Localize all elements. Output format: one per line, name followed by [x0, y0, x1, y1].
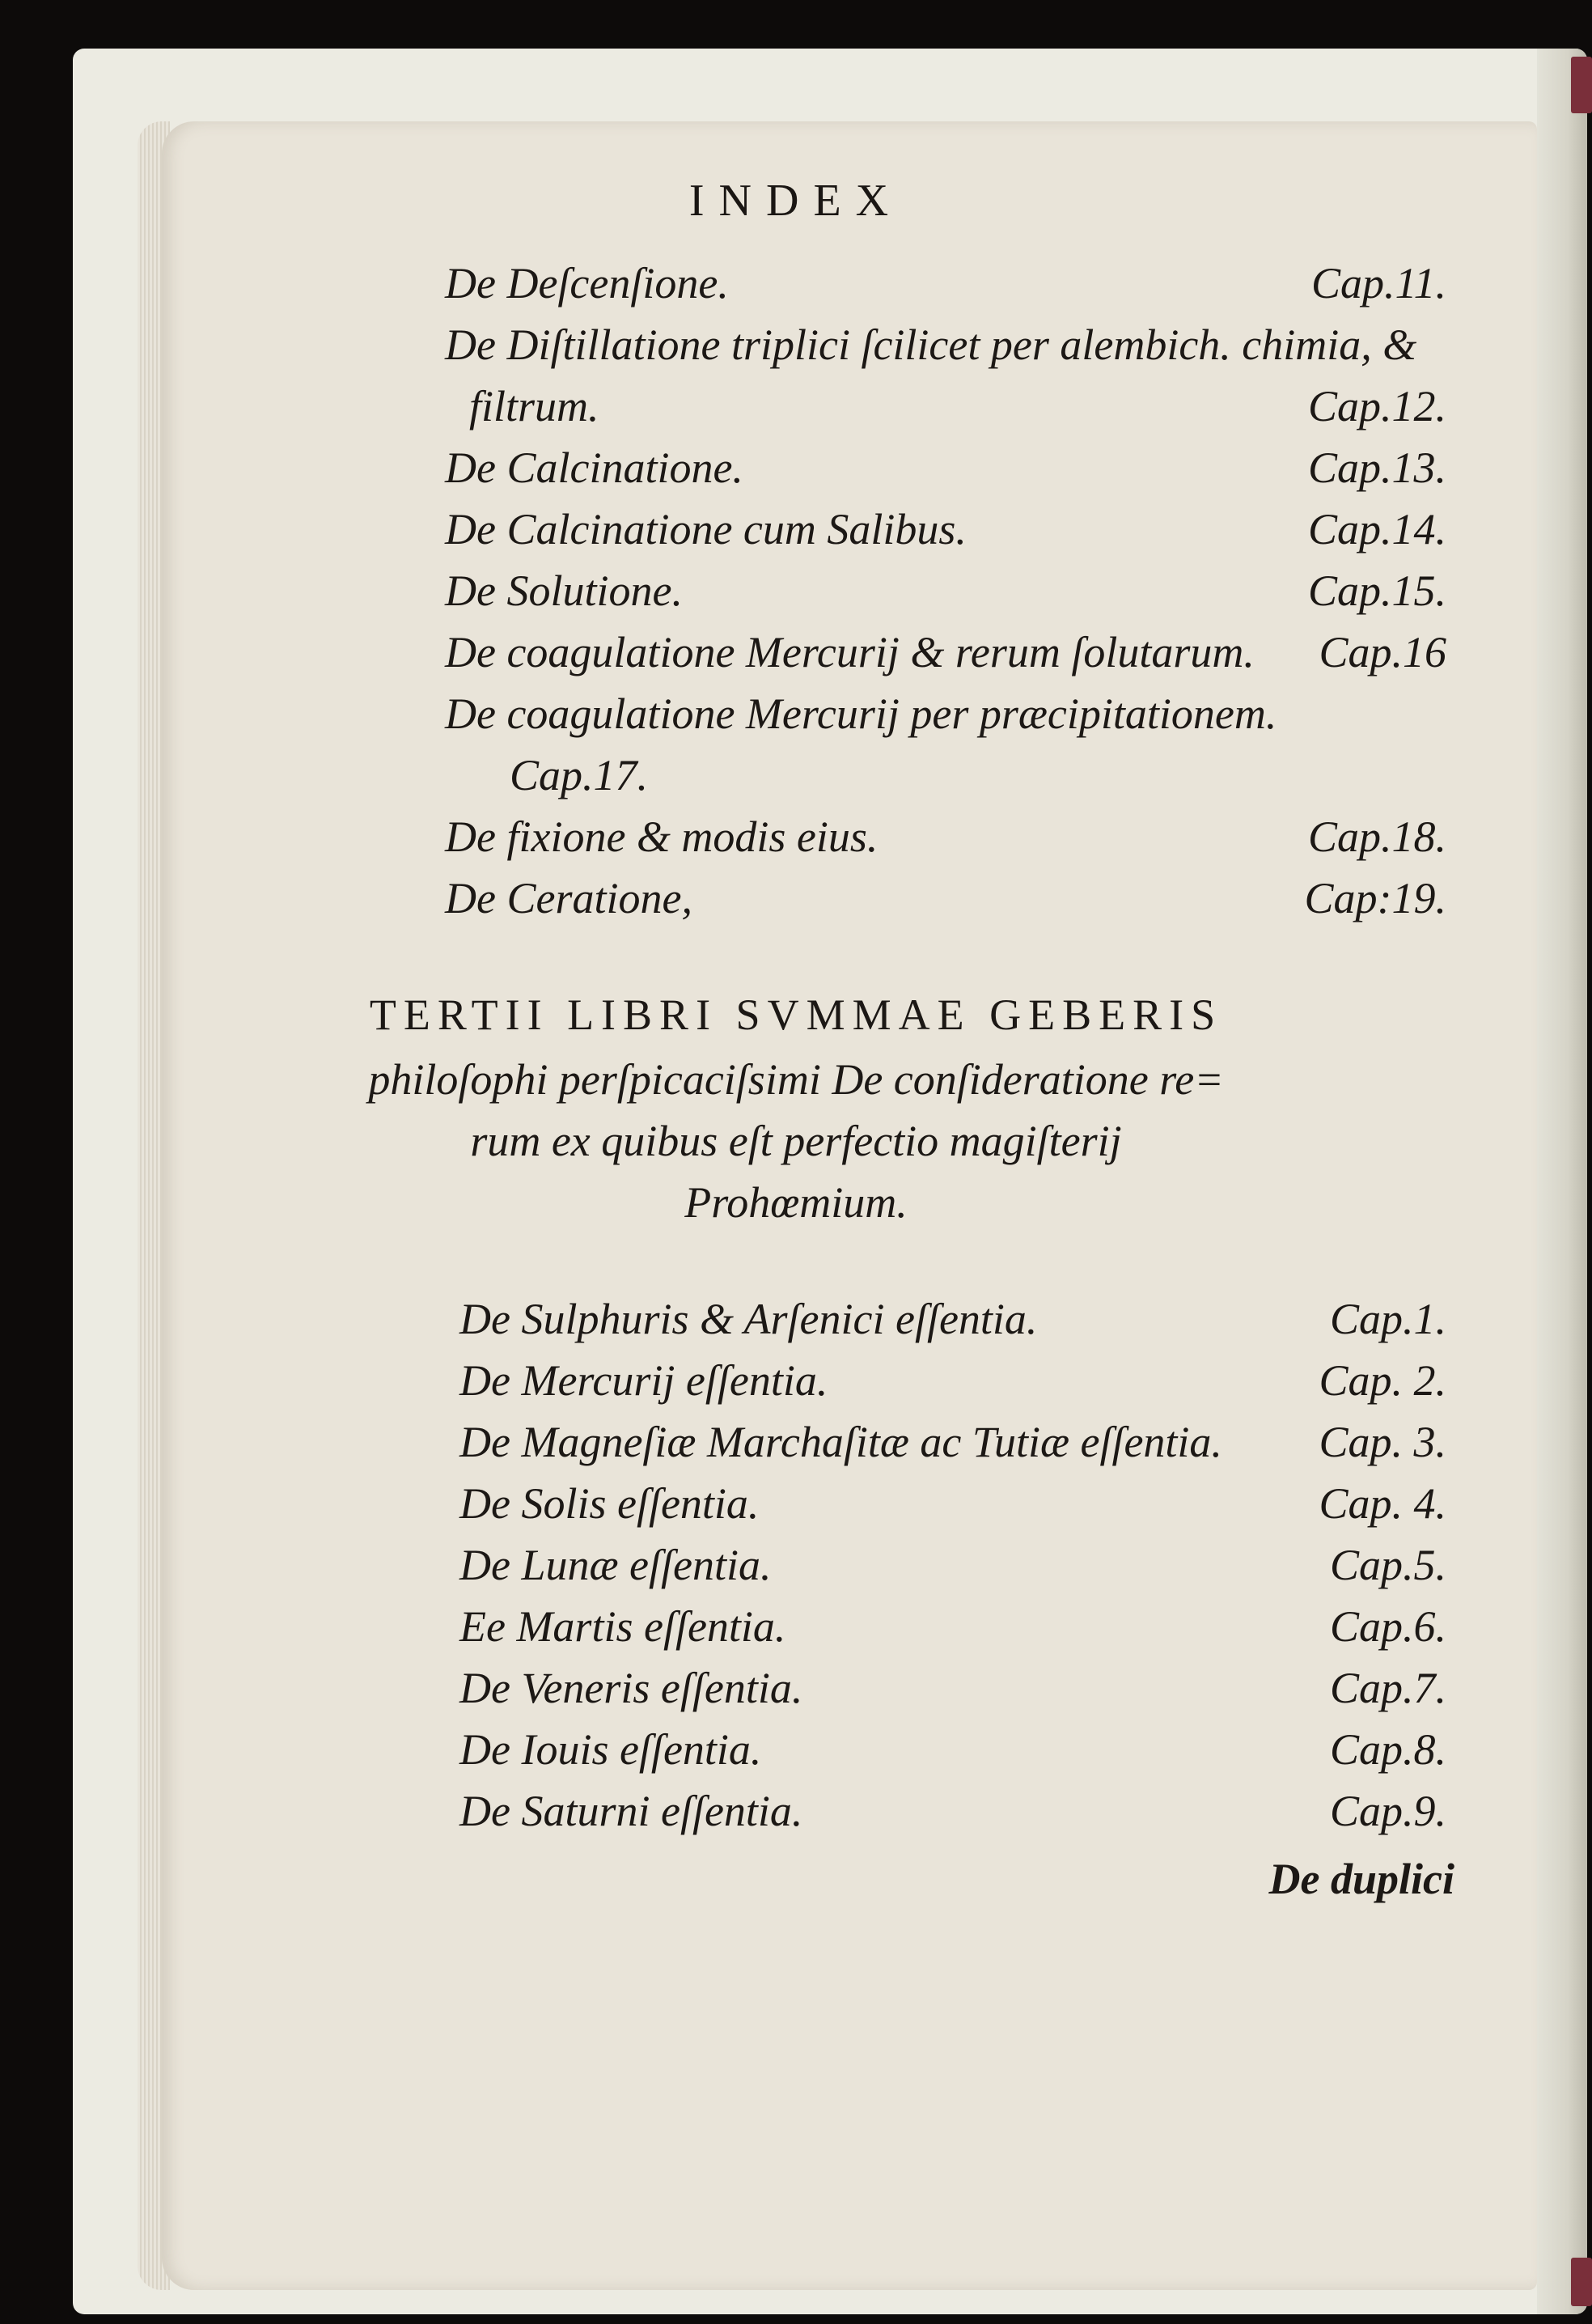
- index-entry: De Veneris eſſentia.: [459, 1664, 803, 1712]
- chapter-ref: Cap.16: [1319, 628, 1446, 676]
- index-entry: De Calcinatione.: [445, 443, 743, 492]
- index-entry: De coagulatione Mercurij per præcipitationem.: [445, 689, 1277, 738]
- index-entry: De coagulatione Mercurij & rerum ſolutarum.: [445, 628, 1255, 676]
- index-entry: De Iouis eſſentia.: [459, 1725, 762, 1774]
- index-entry: De Magneſiæ Marchaſitæ ac Tutiæ eſſentia.: [459, 1418, 1222, 1466]
- chapter-ref: Cap.8.: [1329, 1725, 1446, 1774]
- chapter-ref: Cap. 4.: [1319, 1479, 1446, 1528]
- chapter-ref: Cap. 3.: [1319, 1418, 1446, 1466]
- chapter-ref: Cap.18.: [1307, 812, 1446, 861]
- section-heading-line: rum ex quibus eſt perfectio magiſterij: [470, 1117, 1122, 1165]
- catchword: De duplici: [1268, 1855, 1454, 1903]
- index-entry: De Calcinatione cum Salibus.: [445, 505, 967, 553]
- index-entry: filtrum.: [469, 382, 599, 430]
- running-header: INDEX: [688, 176, 904, 226]
- section-heading-line: Prohœmium.: [684, 1178, 908, 1227]
- chapter-ref: Cap.15.: [1307, 566, 1446, 615]
- chapter-ref: Cap.13.: [1307, 443, 1446, 492]
- chapter-ref: Cap.14.: [1307, 505, 1446, 553]
- chapter-ref: Cap.1.: [1329, 1295, 1446, 1343]
- index-entry: De Lunæ eſſentia.: [459, 1541, 772, 1589]
- index-entry: De Deſcenſione.: [445, 259, 729, 307]
- index-entry: Cap.17.: [510, 751, 649, 799]
- chapter-ref: Cap.9.: [1329, 1787, 1446, 1835]
- index-entry: De fixione & modis eius.: [445, 812, 879, 861]
- index-entry: De Sulphuris & Arſenici eſſentia.: [459, 1295, 1038, 1343]
- index-entry: De Solutione.: [445, 566, 683, 615]
- index-entry: De Mercurij eſſentia.: [459, 1356, 828, 1405]
- chapter-ref: Cap.7.: [1329, 1664, 1446, 1712]
- index-entry: Ee Martis eſſentia.: [459, 1602, 786, 1651]
- chapter-ref: Cap. 2.: [1319, 1356, 1446, 1405]
- chapter-ref: Cap.11.: [1310, 259, 1446, 307]
- section-heading-line: philoſophi perſpicaciſsimi De conſideratione re=: [368, 1055, 1224, 1104]
- chapter-ref: Cap.6.: [1329, 1602, 1446, 1651]
- chapter-ref: Cap:19.: [1304, 874, 1446, 922]
- chapter-ref: Cap.12.: [1307, 382, 1446, 430]
- index-entry: De Ceratione,: [445, 874, 692, 922]
- chapter-ref: Cap.5.: [1329, 1541, 1446, 1589]
- index-entry: De Solis eſſentia.: [459, 1479, 760, 1528]
- index-entry: De Saturni eſſentia.: [459, 1787, 803, 1835]
- index-entry: De Diſtillatione triplici ſcilicet per alembich. chimia, &: [445, 320, 1417, 369]
- section-heading: TERTII LIBRI SVMMAE GEBERIS: [369, 990, 1223, 1039]
